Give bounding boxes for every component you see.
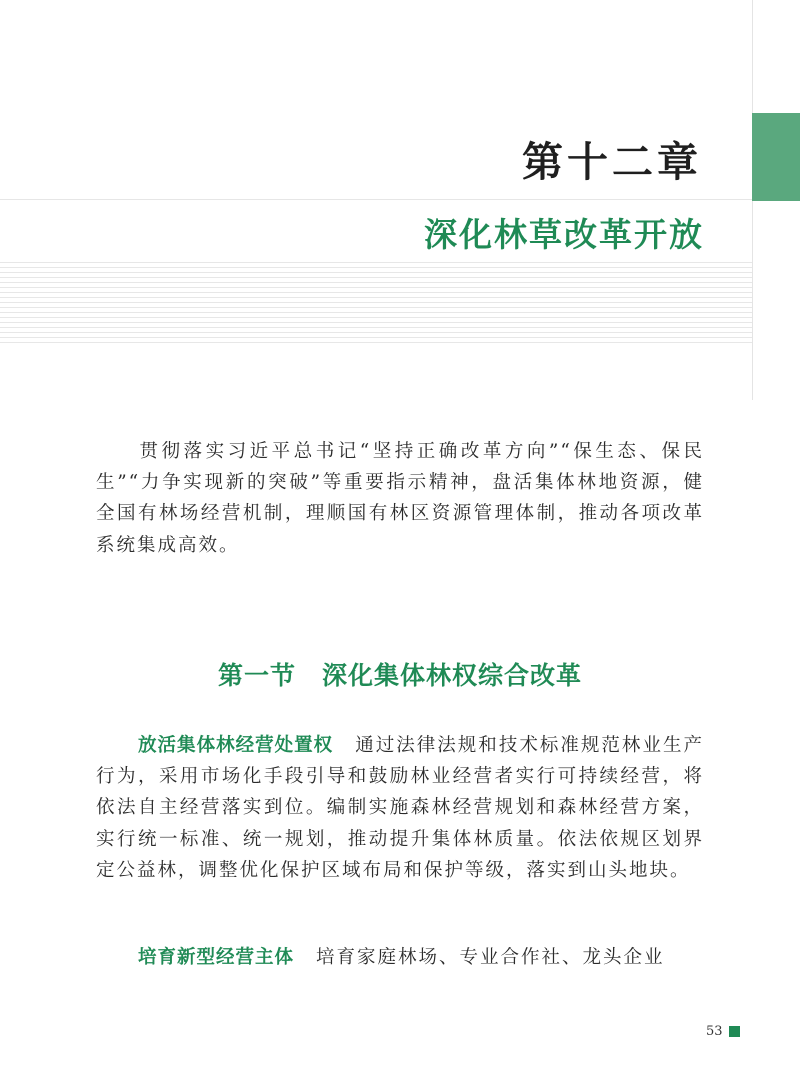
section-title: 第一节 深化集体林权综合改革 <box>217 661 582 690</box>
intro-text: 贯彻落实习近平总书记“坚持正确改革方向”“保生态、保民生”“力争实现新的突破”等重要指示精神，盘活集体林地资源，健全国有林场经营机制，理顺国有林区资源管理体制，推动各项改革系统集成高效。 <box>96 441 704 556</box>
page-number: 53 <box>706 1024 723 1039</box>
header-divider <box>0 199 752 200</box>
chapter-title: 深化林草改革开放 <box>424 215 704 254</box>
chapter-number: 第十二章 <box>522 138 702 186</box>
intro-paragraph <box>96 436 704 561</box>
paragraph-keyword: 放活集体林经营处置权 <box>138 735 334 756</box>
page-marker-square <box>729 1026 740 1037</box>
paragraph-text: 培育家庭林场、专业合作社、龙头企业 <box>316 947 665 968</box>
chapter-thumb-tab <box>752 113 800 201</box>
paragraph-keyword: 培育新型经营主体 <box>138 947 295 968</box>
body-paragraph <box>96 730 704 886</box>
body-paragraph <box>96 942 704 973</box>
paragraph-text: 通过法律法规和技术标准规范林业生产行为，采用市场化手段引导和鼓励林业经营者实行可持续经营，将依法自主经营落实到位。编制实施森林经营规划和森林经营方案，实行统一标准、统一规划，推动提升集体林质量。依法依规区划界定公益林，调整优化保护区域布局和保护等级，落实到山头地块。 <box>96 735 704 881</box>
decorative-stripes <box>0 262 752 347</box>
